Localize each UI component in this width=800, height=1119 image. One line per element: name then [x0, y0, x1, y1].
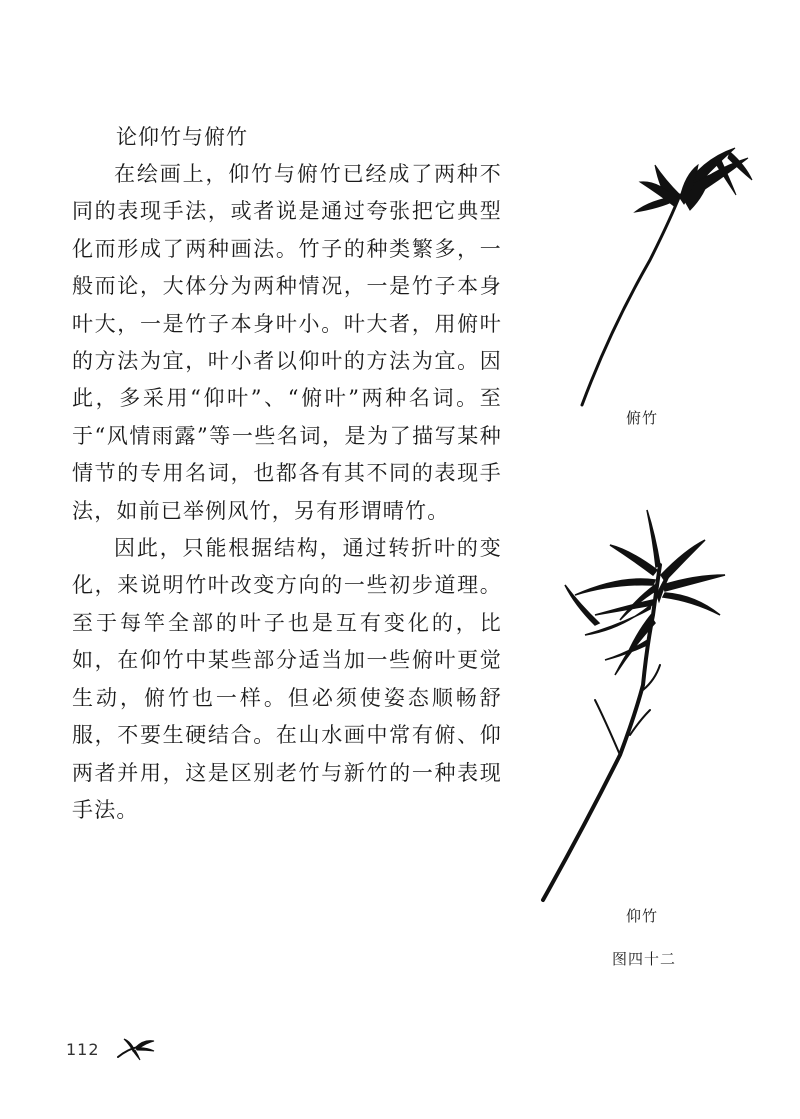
paragraph-1: 在绘画上，仰竹与俯竹已经成了两种不同的表现手法，或者说是通过夸张把它典型化而形成了两种画法。竹子的种类繁多，一般而论，大体分为两种情况，一是竹子本身叶大，一是竹子本身叶小。叶大者，用俯叶的方法为宜，叶小者以仰叶的方法为宜。因此，多采用“仰叶”、“俯叶”两种名词。至于“风情雨露”等一些名词，是为了描写某种情节的专用名词，也都各有其不同的表现手法，如前已举例风竹，另有形谓晴竹。 [72, 162, 502, 523]
body-text [72, 156, 502, 829]
section-heading: 论仰竹与俯竹 [116, 125, 248, 149]
bamboo-leaf-ornament-icon [116, 1035, 156, 1061]
upright-bamboo-illustration [535, 505, 745, 905]
drooping-bamboo-illustration [570, 140, 760, 410]
page-number: 112 [66, 1040, 100, 1059]
upright-bamboo-caption: 仰竹 [626, 907, 659, 925]
figure-label: 图四十二 [612, 950, 677, 968]
paragraph-2: 因此，只能根据结构，通过转折叶的变化，来说明竹叶改变方向的一些初步道理。至于每竿全部的叶子也是互有变化的，比如，在仰竹中某些部分适当加一些俯叶更觉生动，俯竹也一样。但必须使姿态顺畅舒服，不要生硬结合。在山水画中常有俯、仰两者并用，这是区别老竹与新竹的一种表现手法。 [72, 536, 502, 822]
drooping-bamboo-caption: 俯竹 [626, 409, 659, 427]
